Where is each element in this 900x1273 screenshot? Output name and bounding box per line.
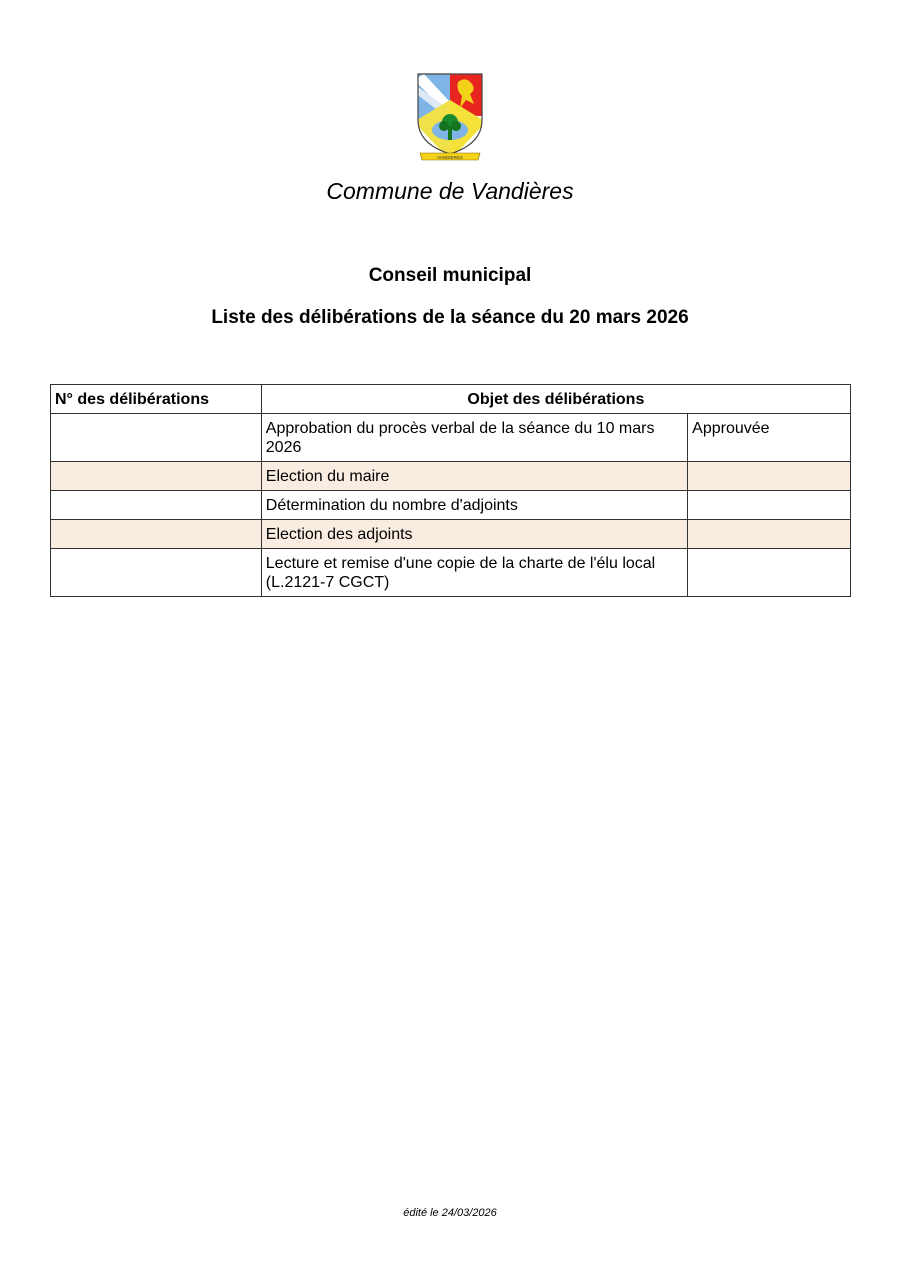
cell-numero xyxy=(51,520,262,549)
commune-name: Commune de Vandières xyxy=(326,178,574,204)
cell-numero xyxy=(51,462,262,491)
cell-numero xyxy=(51,549,262,597)
page-title: Conseil municipal xyxy=(368,265,532,286)
cell-numero xyxy=(51,491,262,520)
table-row xyxy=(51,549,851,597)
cell-numero xyxy=(51,414,262,462)
cell-objet: Approbation du procès verbal de la séance du 10 mars 2026 xyxy=(261,414,687,462)
coat-of-arms-logo xyxy=(414,70,486,162)
cell-decision xyxy=(688,549,851,597)
edition-date: édité le 24/03/2026 xyxy=(403,1207,497,1219)
column-header-objet: Objet des délibérations xyxy=(261,385,850,414)
cell-decision xyxy=(688,520,851,549)
cell-objet: Election du maire xyxy=(261,462,687,491)
table-row xyxy=(51,491,851,520)
table-row xyxy=(51,462,851,491)
cell-decision xyxy=(688,462,851,491)
deliberations-table xyxy=(50,384,851,597)
cell-objet: Lecture et remise d'une copie de la charte de l'élu local (L.2121-7 CGCT) xyxy=(261,549,687,597)
page-subtitle: Liste des délibérations de la séance du 20 mars 2026 xyxy=(211,307,689,328)
crest-motto: VANDIERES xyxy=(437,154,463,160)
cell-objet: Election des adjoints xyxy=(261,520,687,549)
table-row xyxy=(51,520,851,549)
cell-decision xyxy=(688,491,851,520)
column-header-numero: N° des délibérations xyxy=(51,385,262,414)
cell-decision: Approuvée xyxy=(688,414,851,462)
table-row xyxy=(51,414,851,462)
cell-objet: Détermination du nombre d'adjoints xyxy=(261,491,687,520)
table-header-row xyxy=(51,385,851,414)
